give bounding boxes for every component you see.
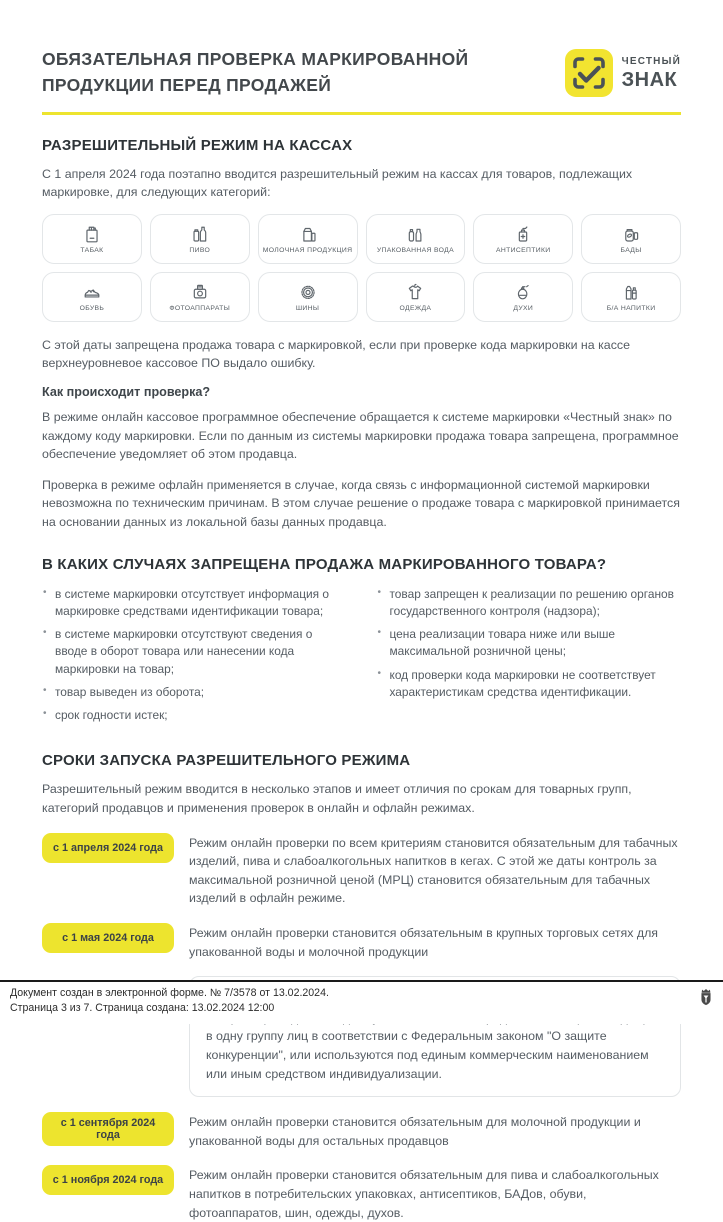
prohibition-reason: • в системе маркировки отсутствуют сведения о вводе в оборот товара или нанесении кода маркировки на товар;: [42, 626, 347, 678]
category-label: АНТИСЕПТИКИ: [495, 246, 551, 254]
camera-icon: [189, 281, 211, 303]
footer-page-line: Страница 3 из 7. Страница создана: 13.02.2024 12:00: [10, 1001, 275, 1014]
regime-para1: С этой даты запрещена продажа товара с маркировкой, если при проверке кода маркировки на кассе верхнеуровневое кассовое ПО выдало ошибку.: [42, 337, 630, 371]
timeline-date-badge: с 1 ноября 2024 года: [42, 1165, 174, 1195]
category-label: ОДЕЖДА: [399, 304, 432, 312]
how-check-works-subheading: Как происходит проверка?: [42, 384, 211, 399]
timeline-entry-text: Режим онлайн проверки становится обязательным в крупных торговых сетях для упакованной воды и молочной продукции: [189, 926, 659, 959]
section-heading-regime: РАЗРЕШИТЕЛЬНЫЙ РЕЖИМ НА КАССАХ: [42, 136, 353, 154]
timeline-entry: [42, 833, 681, 908]
section-heading-prohibited: В КАКИХ СЛУЧАЯХ ЗАПРЕЩЕНА ПРОДАЖА МАРКИРОВАННОГО ТОВАРА?: [42, 555, 607, 573]
timeline-intro: Разрешительный режим вводится в несколько этапов и имеет отличия по срокам для товарных групп, категорий продавцов и применения проверок в онлайн и офлайн режимах.: [42, 782, 632, 815]
category-label: Б/А НАПИТКИ: [606, 304, 656, 312]
category-card: [473, 272, 573, 322]
category-label: УПАКОВАННАЯ ВОДА: [376, 246, 454, 254]
section-heading-timeline: СРОКИ ЗАПУСКА РАЗРЕШИТЕЛЬНОГО РЕЖИМА: [42, 752, 411, 770]
category-label: ОБУВЬ: [79, 304, 105, 312]
chestny-znak-check-icon: [565, 49, 613, 97]
cigarette-pack-icon: [81, 223, 103, 245]
category-card: [258, 214, 358, 264]
category-card: [366, 272, 466, 322]
footer-doc-line: Документ создан в электронной форме. № 7/3578 от 13.02.2024.: [10, 987, 329, 1000]
timeline-entry: [42, 1165, 681, 1222]
category-card: [366, 214, 466, 264]
category-card: [42, 214, 142, 264]
category-label: ПИВО: [189, 246, 211, 254]
category-label: ФОТОАППАРАТЫ: [169, 304, 231, 312]
prohibition-reason: • цена реализации товара ниже или выше максимальной розничной цены;: [377, 626, 682, 661]
regime-para3: Проверка в режиме офлайн применяется в случае, когда связь с информационной системой маркировки невозможна по техническим причинам. В этом случае решение о продаже товара с маркировкой принимается на основании данных из локальной базы данных продавца.: [42, 477, 680, 529]
regime-para2: В режиме онлайн кассовое программное обеспечение обращается к системе маркировки «Честный знак» по каждому коду маркировки. Если по данным из системы маркировки продажа товара запрещена, программное обеспечение уведомляет об этом продавца.: [42, 409, 679, 462]
document-header: [42, 46, 681, 99]
water-bottles-icon: [404, 223, 426, 245]
regime-intro: С 1 апреля 2024 года поэтапно вводится разрешительный режим на кассах для товаров, подлежащих маркировке, для следующих категорий:: [42, 166, 633, 200]
antiseptic-icon: [512, 223, 534, 245]
page-title-line1: ОБЯЗАТЕЛЬНАЯ ПРОВЕРКА МАРКИРОВАННОЙ: [42, 49, 469, 69]
page-title: [42, 46, 468, 99]
logo-wordmark: [622, 57, 681, 90]
category-label: БАДЫ: [620, 246, 642, 254]
prohibition-reason: • товар выведен из оборота;: [42, 684, 347, 701]
timeline-date-badge: с 1 мая 2024 года: [42, 923, 174, 953]
large-chain-note: в одну группу лиц в соответствии с Федеральным законом "О защите конкуренции", или используются под единым коммерческим наименованием или иным средством индивидуализации.: [189, 976, 681, 1097]
yellow-divider: [42, 112, 681, 115]
logo-word-1: ЧЕСТНЫЙ: [621, 55, 681, 67]
prohibition-reason: • код проверки кода маркировки не соответствует характеристикам средства идентификации.: [377, 667, 682, 702]
timeline-entry-text: Режим онлайн проверки становится обязательным для молочной продукции и упакованной воды для остальных продавцов: [189, 1115, 641, 1148]
tire-icon: [297, 281, 319, 303]
category-label: ШИНЫ: [295, 304, 320, 312]
sneaker-icon: [81, 281, 103, 303]
category-card: [581, 272, 681, 322]
timeline-entry-text: Режим онлайн проверки по всем критериям становится обязательным для табачных изделий, пива и слабоалкогольных напитков в кегах. С этой же даты контроль за максимальной розничной ценой (МРЦ) становится обязательным для табачных изделий в офлайн режиме.: [189, 835, 678, 906]
timeline-entry: [42, 923, 681, 961]
category-card: [581, 214, 681, 264]
prohibition-reason: • товар запрещен к реализации по решению органов государственного контроля (надзора);: [377, 586, 682, 621]
category-label: МОЛОЧНАЯ ПРОДУКЦИЯ: [262, 246, 353, 254]
timeline-entry: [42, 1112, 681, 1150]
timeline: [42, 833, 681, 1222]
footer-meta: [10, 986, 329, 1015]
chestny-znak-logo: [565, 49, 681, 97]
beverages-icon: [620, 281, 642, 303]
timeline-entry-text: Режим онлайн проверки становится обязательным для пива и слабоалкогольных напитков в потребительских упаковках, антисептиков, БАДов, обуви, фотоаппаратов, шин, одежды, духов.: [189, 1168, 659, 1220]
category-grid: [42, 214, 681, 322]
category-card: [42, 272, 142, 322]
timeline-date-badge: с 1 апреля 2024 года: [42, 833, 174, 863]
tshirt-icon: [404, 281, 426, 303]
perfume-icon: [512, 281, 534, 303]
document-footer: [0, 980, 723, 1024]
page-title-line2: ПРОДУКЦИИ ПЕРЕД ПРОДАЖЕЙ: [42, 75, 332, 96]
beer-icon: [189, 223, 211, 245]
prohibition-reason: • срок годности истек;: [42, 707, 347, 724]
prohibited-columns: [42, 586, 681, 731]
category-label: ДУХИ: [513, 304, 534, 312]
prohibited-list-left: [42, 586, 347, 731]
category-card: [150, 272, 250, 322]
supplements-icon: [620, 223, 642, 245]
prohibition-reason: • в системе маркировки отсутствует информация о маркировке средствами идентификации товара;: [42, 586, 347, 621]
category-label: ТАБАК: [80, 246, 104, 254]
dairy-icon: [297, 223, 319, 245]
logo-word-2: ЗНАК: [621, 68, 678, 91]
prohibited-list-right: [377, 586, 682, 731]
category-card: [473, 214, 573, 264]
timeline-date-badge: с 1 сентября 2024 года: [42, 1112, 174, 1146]
coat-of-arms-icon: [699, 988, 713, 1007]
category-card: [258, 272, 358, 322]
category-card: [150, 214, 250, 264]
